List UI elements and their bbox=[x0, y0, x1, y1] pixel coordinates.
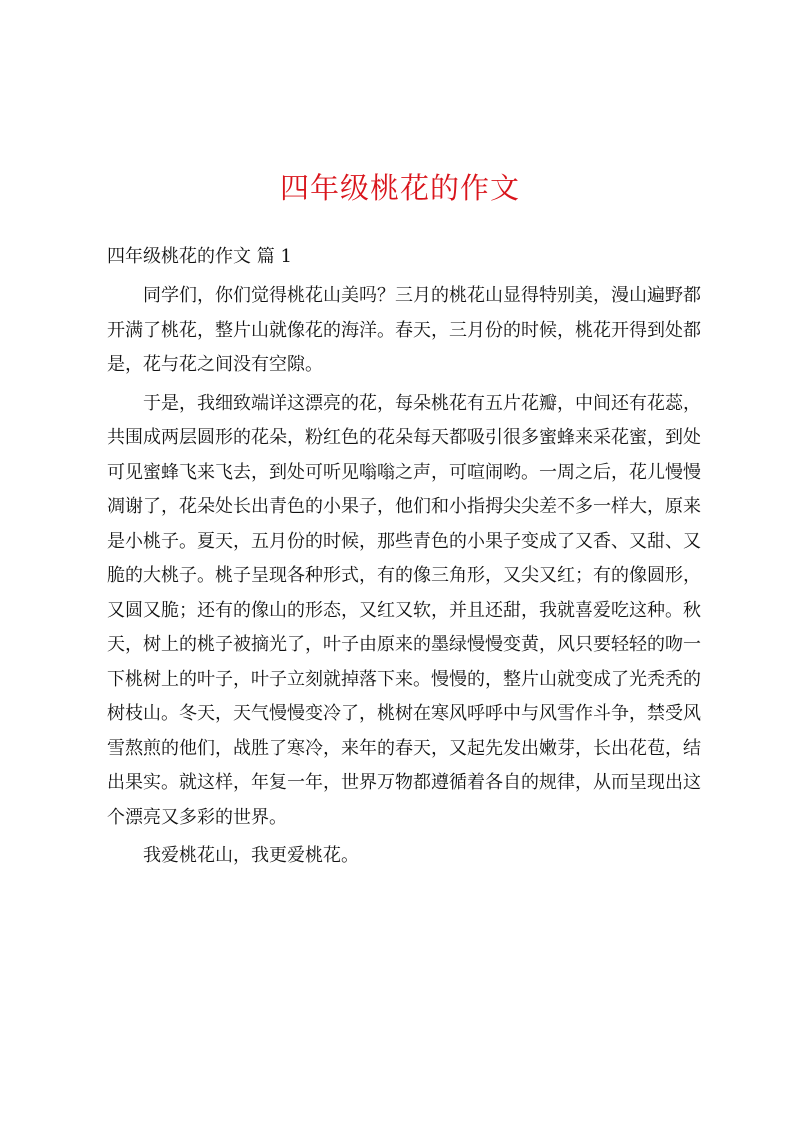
paragraph-2: 于是，我细致端详这漂亮的花，每朵桃花有五片花瓣，中间还有花蕊，共围成两层圆形的花朵，粉红色的花朵每天都吸引很多蜜蜂来采花蜜，到处可见蜜蜂飞来飞去，到处可听见嗡嗡之声，可喧闹哟。一周之后，花儿慢慢凋谢了，花朵处长出青色的小果子，他们和小指拇尖尖差不多一样大，原来是小桃子。夏天，五月份的时候，那些青色的小果子变成了又香、又甜、又脆的大桃子。桃子呈现各种形式，有的像三角形，又尖又红；有的像圆形，又圆又脆；还有的像山的形态，又红又软，并且还甜，我就喜爱吃这种。秋天，树上的桃子被摘光了，叶子由原来的墨绿慢慢变黄，风只要轻轻的吻一下桃树上的叶子，叶子立刻就掉落下来。慢慢的，整片山就变成了光秃秃的树枝山。冬天，天气慢慢变冷了，桃树在寒风呼呼中与风雪作斗争，禁受风雪熬煎的他们，战胜了寒冷，来年的春天，又起先发出嫩芽，长出花苞，结出果实。就这样，年复一年，世界万物都遵循着各自的规律，从而呈现出这个漂亮又多彩的世界。 bbox=[107, 392, 701, 828]
paragraph-3: 我爱桃花山，我更爱桃花。 bbox=[143, 845, 359, 866]
document-body bbox=[107, 279, 701, 878]
document-title: 四年级桃花的作文 bbox=[279, 171, 520, 205]
paragraph-1: 同学们，你们觉得桃花山美吗？三月的桃花山显得特别美，漫山遍野都开满了桃花，整片山就像花的海洋。春天，三月份的时候，桃花开得到处都是，花与花之间没有空隙。 bbox=[107, 285, 701, 375]
section-heading: 四年级桃花的作文 篇 1 bbox=[107, 246, 292, 267]
